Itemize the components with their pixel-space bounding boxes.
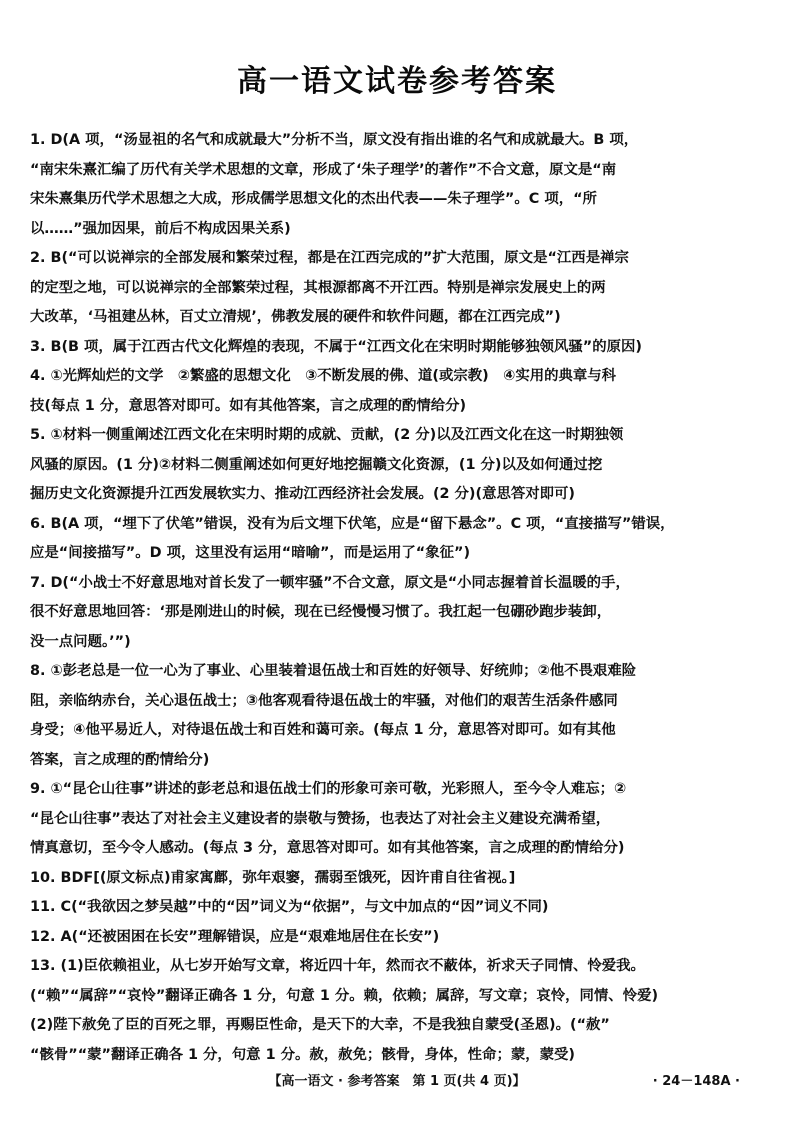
footer-page-info: 【高一语文 · 参考答案 第 1 页(共 4 页)】 <box>268 1074 526 1089</box>
answer-line: 很不好意思地回答：‘那是刚进山的时候，现在已经慢慢习惯了。我扛起一包硼砂跑步装卸， <box>30 604 612 620</box>
answer-line: 11. C(“我欲因之梦吴越”中的“因”词义为“依据”，与文中加点的“因”词义不同) <box>30 899 549 915</box>
answer-line: 8. ①彭老总是一位一心为了事业、心里装着退伍战士和百姓的好领导、好统帅；②他不畏艰难险 <box>30 663 637 679</box>
answer-line: 宋朱熹集历代学术思想之大成，形成儒学思想文化的杰出代表——朱子理学”。C 项，“所 <box>30 191 597 207</box>
answer-item-13 <box>30 952 770 1070</box>
answer-item-10 <box>30 864 770 894</box>
answer-item-9 <box>30 775 770 864</box>
answer-item-5 <box>30 421 770 510</box>
answer-item-8 <box>30 657 770 775</box>
answer-line: 12. A(“还被困困在长安”理解错误，应是“艰难地居住在长安”) <box>30 928 440 945</box>
answer-item-4 <box>30 362 770 421</box>
answer-item-12 <box>30 923 770 953</box>
answer-item-1 <box>30 126 770 244</box>
answer-line: 情真意切，至今令人感动。(每点 3 分，意思答对即可。如有其他答案，言之成理的酌情给分) <box>30 840 625 856</box>
answer-line: 大改革，‘马祖建丛林，百丈立清规’，佛教发展的硬件和软件问题，都在江西完成”) <box>30 309 561 325</box>
answer-line: 5. ①材料一侧重阐述江西文化在宋明时期的成就、贡献，(2 分)以及江西文化在这一时期独领 <box>30 427 624 443</box>
answer-line: 10. BDF[(原文标点)甫家寓鄜，弥年艰窭，孺弱至饿死，因许甫自往省视。] <box>30 869 516 886</box>
answer-item-11 <box>30 893 770 923</box>
answer-line: 9. ①“昆仑山往事”讲述的彭老总和退伍战士们的形象可亲可敬，光彩照人，至今令人难忘；② <box>30 781 627 797</box>
answer-line: “骸骨”“蒙”翻译正确各 1 分，句意 1 分。赦，赦免；骸骨，身体，性命；蒙，蒙受) <box>30 1046 575 1063</box>
footer-code: · 24－148A · <box>652 1074 740 1089</box>
answer-line: 答案，言之成理的酌情给分) <box>30 751 210 768</box>
answer-item-6 <box>30 510 770 569</box>
answer-item-7 <box>30 569 770 658</box>
answer-line: 7. D(“小战士不好意思地对首长发了一顿牢骚”不合文意，原文是“小同志握着首长温暖的手， <box>30 574 630 591</box>
answer-list <box>30 126 770 1070</box>
answer-line: “昆仑山往事”表达了对社会主义建设者的崇敬与赞扬，也表达了对社会主义建设充满希望， <box>30 810 611 827</box>
answer-line: 应是“间接描写”。D 项，这里没有运用“暗喻”，而是运用了“象征”) <box>30 545 471 561</box>
answer-line: 3. B(B 项，属于江西古代文化辉煌的表现，不属于“江西文化在宋明时期能够独领风骚”的原因) <box>30 338 642 355</box>
answer-line: 1. D(A 项，“汤显祖的名气和成就最大”分析不当，原文没有指出谁的名气和成就最大。B 项， <box>30 132 639 148</box>
answer-line: 13. (1)臣依赖祖业，从七岁开始写文章，将近四十年，然而衣不蔽体，祈求天子同情、怜爱我。 <box>30 958 645 974</box>
answer-line: 掘历史文化资源提升江西发展软实力、推动江西经济社会发展。(2 分)(意思答对即可) <box>30 486 576 502</box>
answer-line: 的定型之地，可以说禅宗的全部繁荣过程，其根源都离不开江西。特别是禅宗发展史上的两 <box>30 279 606 296</box>
answer-line: 2. B(“可以说禅宗的全部发展和繁荣过程，都是在江西完成的”扩大范围，原文是“江西是禅宗 <box>30 250 629 266</box>
answer-line: 没一点问题。’”) <box>30 633 131 650</box>
answer-line: 6. B(A 项，“埋下了伏笔”错误，没有为后文埋下伏笔，应是“留下悬念”。C 项，“直接描写”错误， <box>30 515 675 532</box>
answer-line: 以……”强加因果，前后不构成因果关系) <box>30 220 291 237</box>
answer-line: 身受；④他平易近人，对待退伍战士和百姓和蔼可亲。(每点 1 分，意思答对即可。如有其他 <box>30 722 616 738</box>
answer-line: (2)陛下赦免了臣的百死之罪，再赐臣性命，是天下的大幸，不是我独自蒙受(圣恩)。(“赦” <box>30 1017 610 1033</box>
answer-line: 技(每点 1 分，意思答对即可。如有其他答案，言之成理的酌情给分) <box>30 397 467 414</box>
page-title: 高一语文试卷参考答案 <box>237 64 557 99</box>
answer-line: 4. ①光辉灿烂的文学 ②繁盛的思想文化 ③不断发展的佛、道(或宗教) ④实用的典章与科 <box>30 368 617 384</box>
answer-line: (“赖”“属辞”“哀怜”翻译正确各 1 分，句意 1 分。赖，依赖；属辞，写文章；哀怜，同情、怜爱) <box>30 987 659 1004</box>
answer-item-3 <box>30 333 770 363</box>
answer-line: 阻，亲临纳赤台，关心退伍战士；③他客观看待退伍战士的牢骚，对他们的艰苦生活条件感同 <box>30 692 618 709</box>
answer-line: 风骚的原因。(1 分)②材料二侧重阐述如何更好地挖掘赣文化资源，(1 分)以及如何通过挖 <box>30 456 603 473</box>
answer-line: “南宋朱熹汇编了历代有关学术思想的文章，形成了‘朱子理学’的著作”不合文意，原文是“南 <box>30 161 617 178</box>
answer-item-2 <box>30 244 770 333</box>
